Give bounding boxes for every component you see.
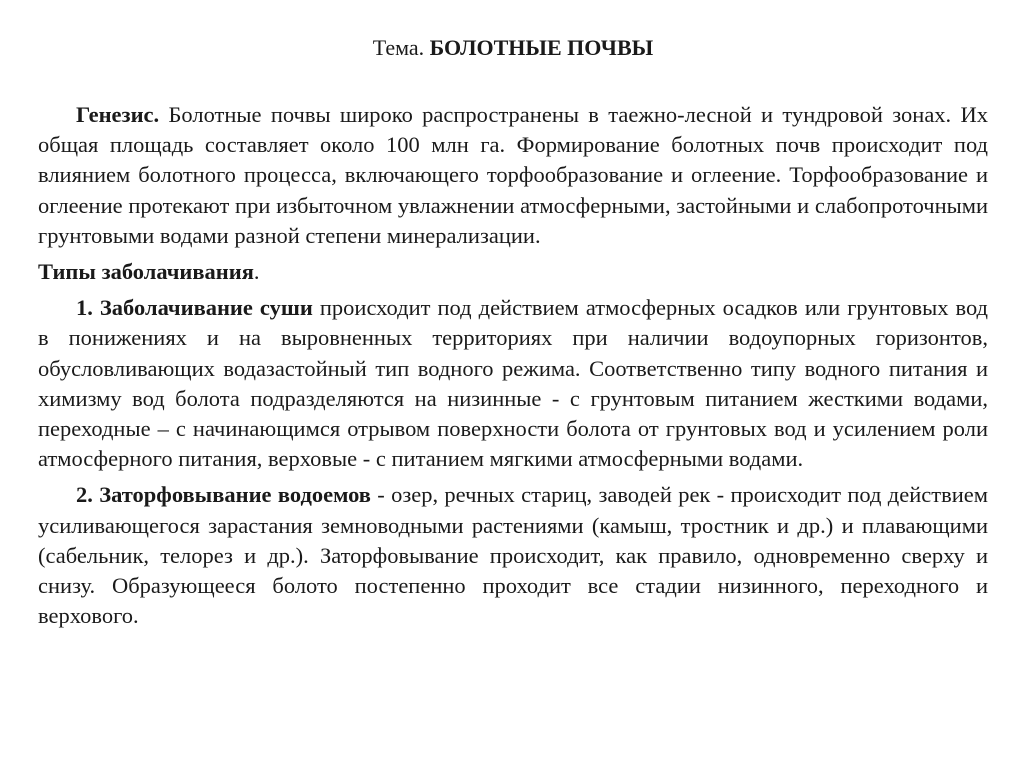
genesis-paragraph [38,100,988,251]
title-prefix: Тема. [372,35,425,60]
type2-paragraph [38,480,988,631]
document-page [38,34,988,631]
type2-text: - озер, речных стариц, заводей рек - происходит под действием усиливающегося зарастания земноводными растениями (камыш, тростник и др.) и плавающими (сабельник, телорез и др.). Заторфовывание происходит, как правило, одновременно сверху и снизу. Образующееся болото постепенно проходит все стадии низинного, переходного и верхового. [38,482,988,629]
title-main: БОЛОТНЫЕ ПОЧВЫ [429,35,654,60]
types-heading-label: Типы заболачивания [38,259,254,285]
page-title [38,34,988,62]
types-heading [38,257,988,287]
genesis-label: Генезис. [76,102,160,127]
types-heading-punct: . [253,259,260,285]
type1-text: происходит под действием атмосферных осадков или грунтовых вод в понижениях и на выровненных территориях при наличии водоупорных горизонтов, обусловливающих водазастойный тип водного режима. Соответственно типу водного питания и химизму вод болота подразделяются на низинные - с грунтовым питанием жесткими водами, переходные – с начинающимся отрывом поверхности болота от грунтовых вод и усилением роли атмосферного питания, верховые - с питанием мягкими атмосферными водами. [38,295,988,472]
type2-label: 2. Заторфовывание водоемов [76,482,371,508]
type1-label: 1. Заболачивание суши [76,295,313,321]
genesis-text: Болотные почвы широко распространены в таежно-лесной и тундровой зонах. Их общая площадь составляет около 100 млн га. Формирование болотных почв происходит под влиянием болотного процесса, включающего торфообразование и оглеение. Торфообразование и оглеение протекают при избыточном увлажнении атмосферными, застойными и слабопроточными грунтовыми водами разной степени минерализации. [38,102,988,248]
type1-paragraph [38,293,988,474]
